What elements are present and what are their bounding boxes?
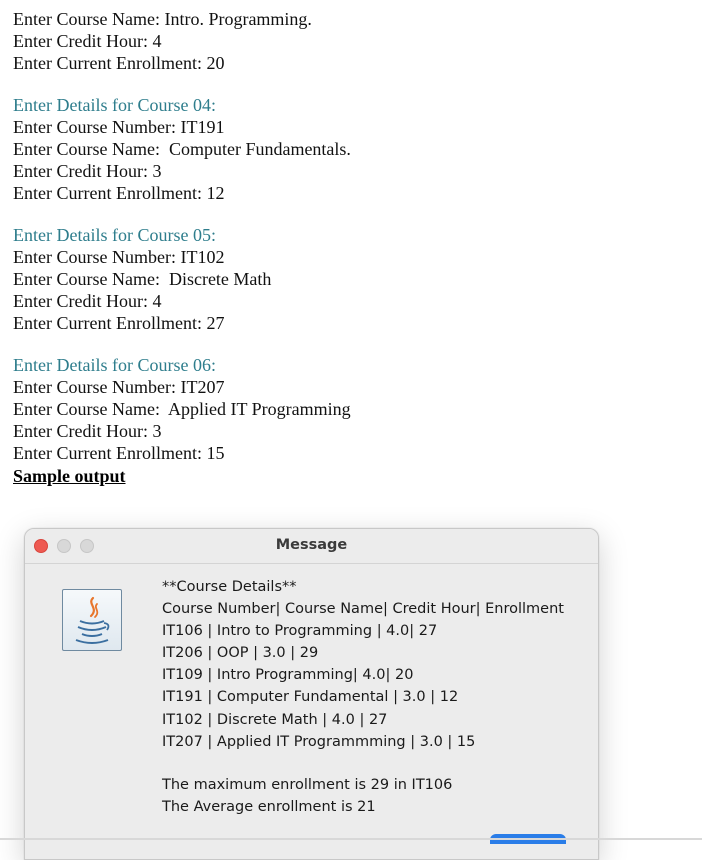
console-line: Enter Credit Hour: 3 [13,160,162,181]
console-line: Enter Course Name: Computer Fundamentals. [13,138,351,159]
dialog-message [162,576,592,818]
message-line: IT102 | Discrete Math | 4.0 | 27 [162,711,388,728]
message-line: IT206 | OOP | 3.0 | 29 [162,645,319,662]
console-line: Enter Course Name: Intro. Programming. [13,9,312,29]
console-transcript [13,9,693,487]
section-heading: Enter Details for Course 05: [13,225,216,246]
console-line: Enter Current Enrollment: 27 [13,312,225,333]
message-line: IT207 | Applied IT Programmming | 3.0 | 15 [162,733,476,750]
console-line: Enter Credit Hour: 4 [13,30,162,51]
message-line: The Average enrollment is 21 [162,798,376,815]
section-heading: Enter Details for Course 06: [13,355,216,376]
console-line: Enter Course Number: IT191 [13,117,225,138]
console-line: Enter Current Enrollment: 15 [13,442,225,463]
console-line: Enter Course Number: IT102 [13,247,225,268]
message-line: Course Number| Course Name| Credit Hour| Enrollment [162,601,564,618]
sample-output-label: Sample output [13,465,126,486]
message-line: IT191 | Computer Fundamental | 3.0 | 12 [162,689,459,706]
console-line: Enter Current Enrollment: 20 [13,52,225,73]
message-line: IT109 | Intro Programming| 4.0| 20 [162,667,414,684]
console-line: Enter Credit Hour: 4 [13,290,162,311]
message-line: The maximum enrollment is 29 in IT106 [162,776,453,793]
console-line: Enter Course Name: Discrete Math [13,268,272,289]
message-dialog-window [24,528,599,858]
section-heading: Enter Details for Course 04: [13,95,216,116]
java-coffee-cup-icon [62,589,122,651]
console-line: Enter Course Name: Applied IT Programming [13,398,351,419]
dialog-titlebar[interactable] [25,529,598,564]
message-spacer [162,753,592,774]
console-line: Enter Current Enrollment: 12 [13,182,225,203]
console-line: Enter Credit Hour: 3 [13,420,162,441]
dialog-title: Message [275,537,348,553]
message-dialog [24,528,599,860]
message-line: **Course Details** [162,579,297,595]
console-line: Enter Course Number: IT207 [13,376,225,397]
message-line: IT106 | Intro to Programming | 4.0| 27 [162,623,438,640]
